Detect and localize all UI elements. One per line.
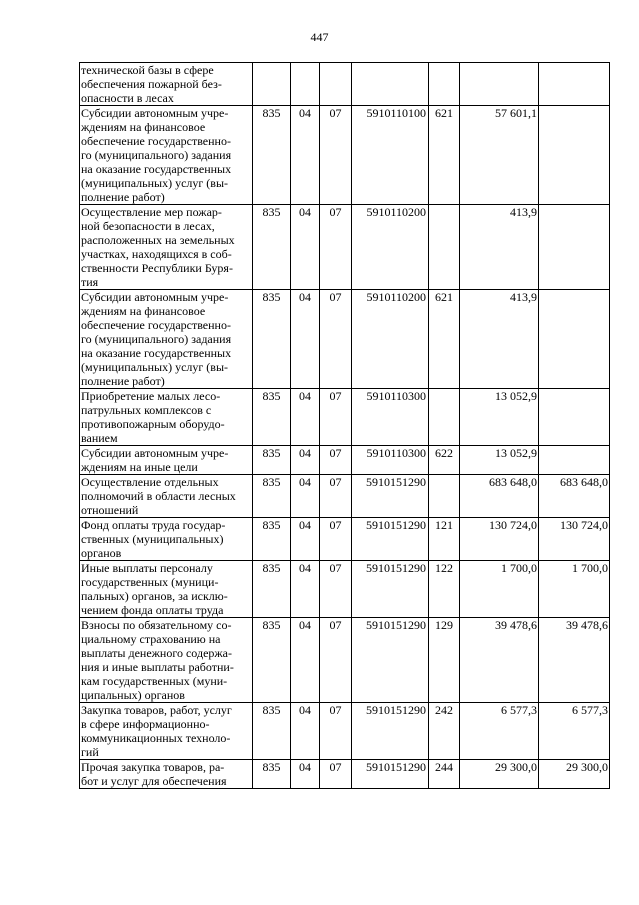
table-row (80, 446, 610, 475)
table-row (80, 475, 610, 518)
item-name-line: Осуществление отдельных (81, 475, 219, 489)
target-article-code-cell: 5910151290 (352, 518, 429, 561)
target-article-code-cell: 5910110200 (352, 205, 429, 290)
expense-type-code-cell (429, 389, 460, 446)
item-name-line: Субсидии автономным учре- (81, 290, 229, 304)
amount-cell: 57 601,1 (460, 106, 539, 205)
item-name-line: Взносы по обязательному со- (81, 618, 232, 632)
item-name-line: циальному страхованию на (81, 632, 221, 646)
item-name-line: пальных) органов, за исклю- (81, 589, 228, 603)
subvention-amount-cell (539, 205, 610, 290)
subvention-amount-cell: 130 724,0 (539, 518, 610, 561)
amount-cell: 683 648,0 (460, 475, 539, 518)
item-name-line: го (муниципального) задания (81, 148, 232, 162)
item-name-cell (80, 290, 253, 389)
table-row (80, 63, 610, 106)
subsection-code-cell: 07 (320, 618, 352, 703)
ved-code-cell: 835 (253, 618, 291, 703)
subsection-code-cell (320, 63, 352, 106)
item-name-line: Фонд оплаты труда государ- (81, 518, 226, 532)
ved-code-cell: 835 (253, 518, 291, 561)
item-name-line: (муниципальных) услуг (вы- (81, 176, 229, 190)
item-name-line: Осуществление мер пожар- (81, 205, 222, 219)
target-article-code-cell: 5910110100 (352, 106, 429, 205)
target-article-code-cell: 5910151290 (352, 703, 429, 760)
item-name-cell (80, 760, 253, 789)
table-row (80, 205, 610, 290)
section-code-cell: 04 (291, 760, 320, 789)
item-name-line: чением фонда оплаты труда (81, 603, 224, 617)
table-row (80, 106, 610, 205)
table-row (80, 703, 610, 760)
section-code-cell: 04 (291, 703, 320, 760)
item-name-cell (80, 561, 253, 618)
expense-type-code-cell: 621 (429, 106, 460, 205)
target-article-code-cell: 5910110200 (352, 290, 429, 389)
section-code-cell: 04 (291, 518, 320, 561)
item-name-line: тия (81, 275, 99, 289)
item-name-line: Приобретение малых лесо- (81, 389, 221, 403)
subsection-code-cell: 07 (320, 446, 352, 475)
item-name-line: участках, находящихся в соб- (81, 247, 232, 261)
subvention-amount-cell (539, 106, 610, 205)
subvention-amount-cell (539, 389, 610, 446)
subsection-code-cell: 07 (320, 561, 352, 618)
item-name-line: ния и иные выплаты работни- (81, 660, 234, 674)
item-name-line: обеспечение государственно- (81, 134, 231, 148)
subsection-code-cell: 07 (320, 703, 352, 760)
expense-type-code-cell: 121 (429, 518, 460, 561)
item-name-line: на оказание государственных (81, 162, 232, 176)
item-name-line: в сфере информационно- (81, 717, 210, 731)
item-name-line: отношений (81, 503, 139, 517)
item-name-line: органов (81, 546, 122, 560)
table-row (80, 518, 610, 561)
amount-cell: 39 478,6 (460, 618, 539, 703)
ved-code-cell: 835 (253, 446, 291, 475)
ved-code-cell: 835 (253, 205, 291, 290)
expense-type-code-cell: 129 (429, 618, 460, 703)
section-code-cell (291, 63, 320, 106)
item-name-line: обеспечения пожарной без- (81, 77, 222, 91)
amount-cell: 130 724,0 (460, 518, 539, 561)
section-code-cell: 04 (291, 475, 320, 518)
target-article-code-cell: 5910151290 (352, 561, 429, 618)
item-name-cell (80, 618, 253, 703)
amount-cell: 13 052,9 (460, 446, 539, 475)
item-name-line: государственных (муници- (81, 575, 219, 589)
expense-type-code-cell (429, 63, 460, 106)
subvention-amount-cell (539, 63, 610, 106)
item-name-line: ждениям на финансовое (81, 120, 206, 134)
amount-cell: 29 300,0 (460, 760, 539, 789)
item-name-line: гий (81, 745, 99, 759)
expense-type-code-cell: 621 (429, 290, 460, 389)
item-name-line: выплаты денежного содержа- (81, 646, 233, 660)
item-name-line: полнение работ) (81, 374, 165, 388)
item-name-line: ственности Республики Буря- (81, 261, 233, 275)
page-number: 447 (310, 30, 329, 44)
item-name-line: полномочий в области лесных (81, 489, 236, 503)
item-name-cell (80, 63, 253, 106)
subsection-code-cell: 07 (320, 106, 352, 205)
item-name-line: Прочая закупка товаров, ра- (81, 760, 225, 774)
subvention-amount-cell: 1 700,0 (539, 561, 610, 618)
table-row (80, 389, 610, 446)
amount-cell: 6 577,3 (460, 703, 539, 760)
target-article-code-cell: 5910151290 (352, 760, 429, 789)
table-row (80, 618, 610, 703)
section-code-cell: 04 (291, 446, 320, 475)
expense-type-code-cell: 122 (429, 561, 460, 618)
ved-code-cell: 835 (253, 290, 291, 389)
section-code-cell: 04 (291, 290, 320, 389)
item-name-line: Иные выплаты персоналу (81, 561, 213, 575)
section-code-cell: 04 (291, 389, 320, 446)
subsection-code-cell: 07 (320, 475, 352, 518)
item-name-line: коммуникационных техноло- (81, 731, 231, 745)
target-article-code-cell: 5910151290 (352, 475, 429, 518)
table-row (80, 290, 610, 389)
target-article-code-cell: 5910110300 (352, 446, 429, 475)
item-name-cell (80, 518, 253, 561)
subsection-code-cell: 07 (320, 760, 352, 789)
item-name-line: технической базы в сфере (81, 63, 214, 77)
subsection-code-cell: 07 (320, 518, 352, 561)
item-name-cell (80, 205, 253, 290)
item-name-line: ждениям на финансовое (81, 304, 206, 318)
item-name-line: кам государственных (муни- (81, 674, 228, 688)
item-name-line: патрульных комплексов с (81, 403, 212, 417)
item-name-cell (80, 475, 253, 518)
expense-type-code-cell (429, 205, 460, 290)
section-code-cell: 04 (291, 106, 320, 205)
subvention-amount-cell: 6 577,3 (539, 703, 610, 760)
budget-table (79, 62, 610, 789)
budget-table-body (80, 63, 610, 789)
ved-code-cell: 835 (253, 561, 291, 618)
subvention-amount-cell (539, 290, 610, 389)
amount-cell: 413,9 (460, 290, 539, 389)
subsection-code-cell: 07 (320, 389, 352, 446)
ved-code-cell: 835 (253, 703, 291, 760)
ved-code-cell: 835 (253, 475, 291, 518)
expense-type-code-cell: 244 (429, 760, 460, 789)
subvention-amount-cell: 29 300,0 (539, 760, 610, 789)
item-name-cell (80, 446, 253, 475)
ved-code-cell (253, 63, 291, 106)
subvention-amount-cell: 683 648,0 (539, 475, 610, 518)
item-name-line: противопожарным оборудо- (81, 417, 225, 431)
section-code-cell: 04 (291, 561, 320, 618)
item-name-line: ципальных) органов (81, 688, 185, 702)
subsection-code-cell: 07 (320, 290, 352, 389)
amount-cell: 13 052,9 (460, 389, 539, 446)
ved-code-cell: 835 (253, 389, 291, 446)
item-name-line: расположенных на земельных (81, 233, 235, 247)
item-name-line: ственных (муниципальных) (81, 532, 224, 546)
item-name-cell (80, 106, 253, 205)
expense-type-code-cell: 622 (429, 446, 460, 475)
section-code-cell: 04 (291, 618, 320, 703)
target-article-code-cell: 5910151290 (352, 618, 429, 703)
amount-cell (460, 63, 539, 106)
item-name-line: бот и услуг для обеспечения (81, 774, 227, 788)
target-article-code-cell (352, 63, 429, 106)
item-name-line: Закупка товаров, работ, услуг (81, 703, 232, 717)
table-row (80, 760, 610, 789)
table-row (80, 561, 610, 618)
amount-cell: 1 700,0 (460, 561, 539, 618)
item-name-line: (муниципальных) услуг (вы- (81, 360, 229, 374)
subvention-amount-cell (539, 446, 610, 475)
item-name-line: обеспечение государственно- (81, 318, 231, 332)
expense-type-code-cell: 242 (429, 703, 460, 760)
item-name-line: ждениям на иные цели (81, 460, 198, 474)
ved-code-cell: 835 (253, 106, 291, 205)
section-code-cell: 04 (291, 205, 320, 290)
item-name-line: ной безопасности в лесах, (81, 219, 215, 233)
item-name-line: ванием (81, 431, 118, 445)
item-name-line: го (муниципального) задания (81, 332, 232, 346)
target-article-code-cell: 5910110300 (352, 389, 429, 446)
subvention-amount-cell: 39 478,6 (539, 618, 610, 703)
amount-cell: 413,9 (460, 205, 539, 290)
item-name-cell (80, 703, 253, 760)
subsection-code-cell: 07 (320, 205, 352, 290)
ved-code-cell: 835 (253, 760, 291, 789)
item-name-cell (80, 389, 253, 446)
item-name-line: полнение работ) (81, 190, 165, 204)
item-name-line: опасности в лесах (81, 91, 174, 105)
expense-type-code-cell (429, 475, 460, 518)
item-name-line: Субсидии автономным учре- (81, 446, 229, 460)
item-name-line: на оказание государственных (81, 346, 232, 360)
item-name-line: Субсидии автономным учре- (81, 106, 229, 120)
